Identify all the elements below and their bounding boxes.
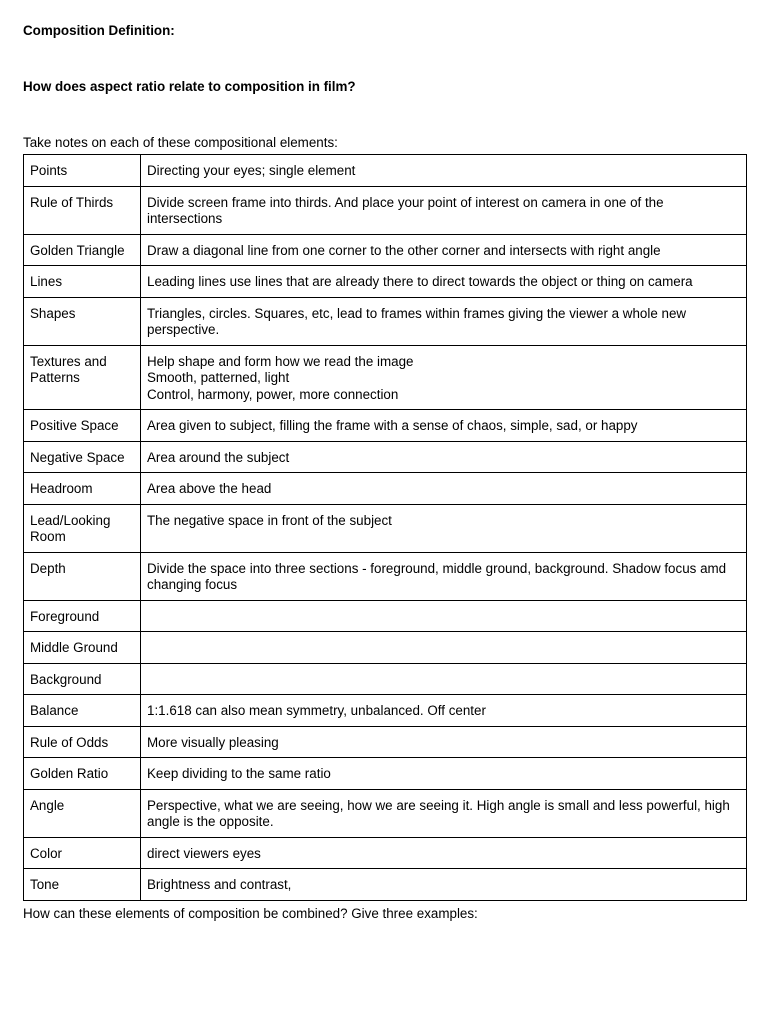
- table-row: [24, 297, 747, 345]
- element-notes[interactable]: Brightness and contrast,: [141, 869, 747, 901]
- element-notes[interactable]: Divide screen frame into thirds. And place your point of interest on camera in one of the intersections: [141, 186, 747, 234]
- element-term: Balance: [24, 695, 141, 727]
- element-term: Lines: [24, 266, 141, 298]
- element-notes[interactable]: Triangles, circles. Squares, etc, lead to frames within frames giving the viewer a whole new perspective.: [141, 297, 747, 345]
- element-notes[interactable]: More visually pleasing: [141, 726, 747, 758]
- element-term: Rule of Thirds: [24, 186, 141, 234]
- element-notes[interactable]: [141, 632, 747, 664]
- element-term: Tone: [24, 869, 141, 901]
- table-row: [24, 632, 747, 664]
- table-row: [24, 758, 747, 790]
- table-row: [24, 410, 747, 442]
- table-row: [24, 504, 747, 552]
- aspect-ratio-question: How does aspect ratio relate to composition in film?: [23, 79, 356, 94]
- element-notes[interactable]: 1:1.618 can also mean symmetry, unbalanced. Off center: [141, 695, 747, 727]
- element-notes[interactable]: direct viewers eyes: [141, 837, 747, 869]
- element-notes[interactable]: [141, 600, 747, 632]
- element-term: Positive Space: [24, 410, 141, 442]
- table-row: [24, 663, 747, 695]
- table-row: [24, 726, 747, 758]
- element-term: Golden Ratio: [24, 758, 141, 790]
- element-notes[interactable]: Area around the subject: [141, 441, 747, 473]
- element-term: Negative Space: [24, 441, 141, 473]
- element-term: Textures and Patterns: [24, 345, 141, 410]
- element-term: Headroom: [24, 473, 141, 505]
- table-row: [24, 789, 747, 837]
- composition-definition-heading: Composition Definition:: [23, 23, 175, 38]
- element-term: Golden Triangle: [24, 234, 141, 266]
- composition-elements-table: [23, 154, 747, 901]
- element-notes[interactable]: Keep dividing to the same ratio: [141, 758, 747, 790]
- element-term: Background: [24, 663, 141, 695]
- element-term: Foreground: [24, 600, 141, 632]
- element-notes[interactable]: Directing your eyes; single element: [141, 155, 747, 187]
- element-notes[interactable]: Area given to subject, filling the frame with a sense of chaos, simple, sad, or happy: [141, 410, 747, 442]
- element-term: Points: [24, 155, 141, 187]
- table-row: [24, 552, 747, 600]
- element-term: Middle Ground: [24, 632, 141, 664]
- element-notes[interactable]: Area above the head: [141, 473, 747, 505]
- element-notes[interactable]: Draw a diagonal line from one corner to the other corner and intersects with right angle: [141, 234, 747, 266]
- element-notes[interactable]: [141, 663, 747, 695]
- table-row: [24, 266, 747, 298]
- element-notes[interactable]: Divide the space into three sections - foreground, middle ground, background. Shadow focus amd changing focus: [141, 552, 747, 600]
- element-term: Depth: [24, 552, 141, 600]
- table-row: [24, 695, 747, 727]
- element-term: Angle: [24, 789, 141, 837]
- element-notes[interactable]: Help shape and form how we read the image Smooth, patterned, light Control, harmony, power, more connection: [141, 345, 747, 410]
- table-row: [24, 441, 747, 473]
- element-notes[interactable]: Perspective, what we are seeing, how we are seeing it. High angle is small and less powerful, high angle is the opposite.: [141, 789, 747, 837]
- element-term: Shapes: [24, 297, 141, 345]
- element-notes[interactable]: Leading lines use lines that are already there to direct towards the object or thing on camera: [141, 266, 747, 298]
- table-row: [24, 155, 747, 187]
- table-row: [24, 186, 747, 234]
- table-row: [24, 869, 747, 901]
- table-row: [24, 234, 747, 266]
- element-term: Lead/Looking Room: [24, 504, 141, 552]
- combination-question: How can these elements of composition be combined? Give three examples:: [23, 906, 478, 921]
- table-row: [24, 345, 747, 410]
- table-row: [24, 837, 747, 869]
- element-notes[interactable]: The negative space in front of the subject: [141, 504, 747, 552]
- notes-instructions: Take notes on each of these compositional elements:: [23, 135, 338, 150]
- table-row: [24, 600, 747, 632]
- element-term: Rule of Odds: [24, 726, 141, 758]
- element-term: Color: [24, 837, 141, 869]
- table-row: [24, 473, 747, 505]
